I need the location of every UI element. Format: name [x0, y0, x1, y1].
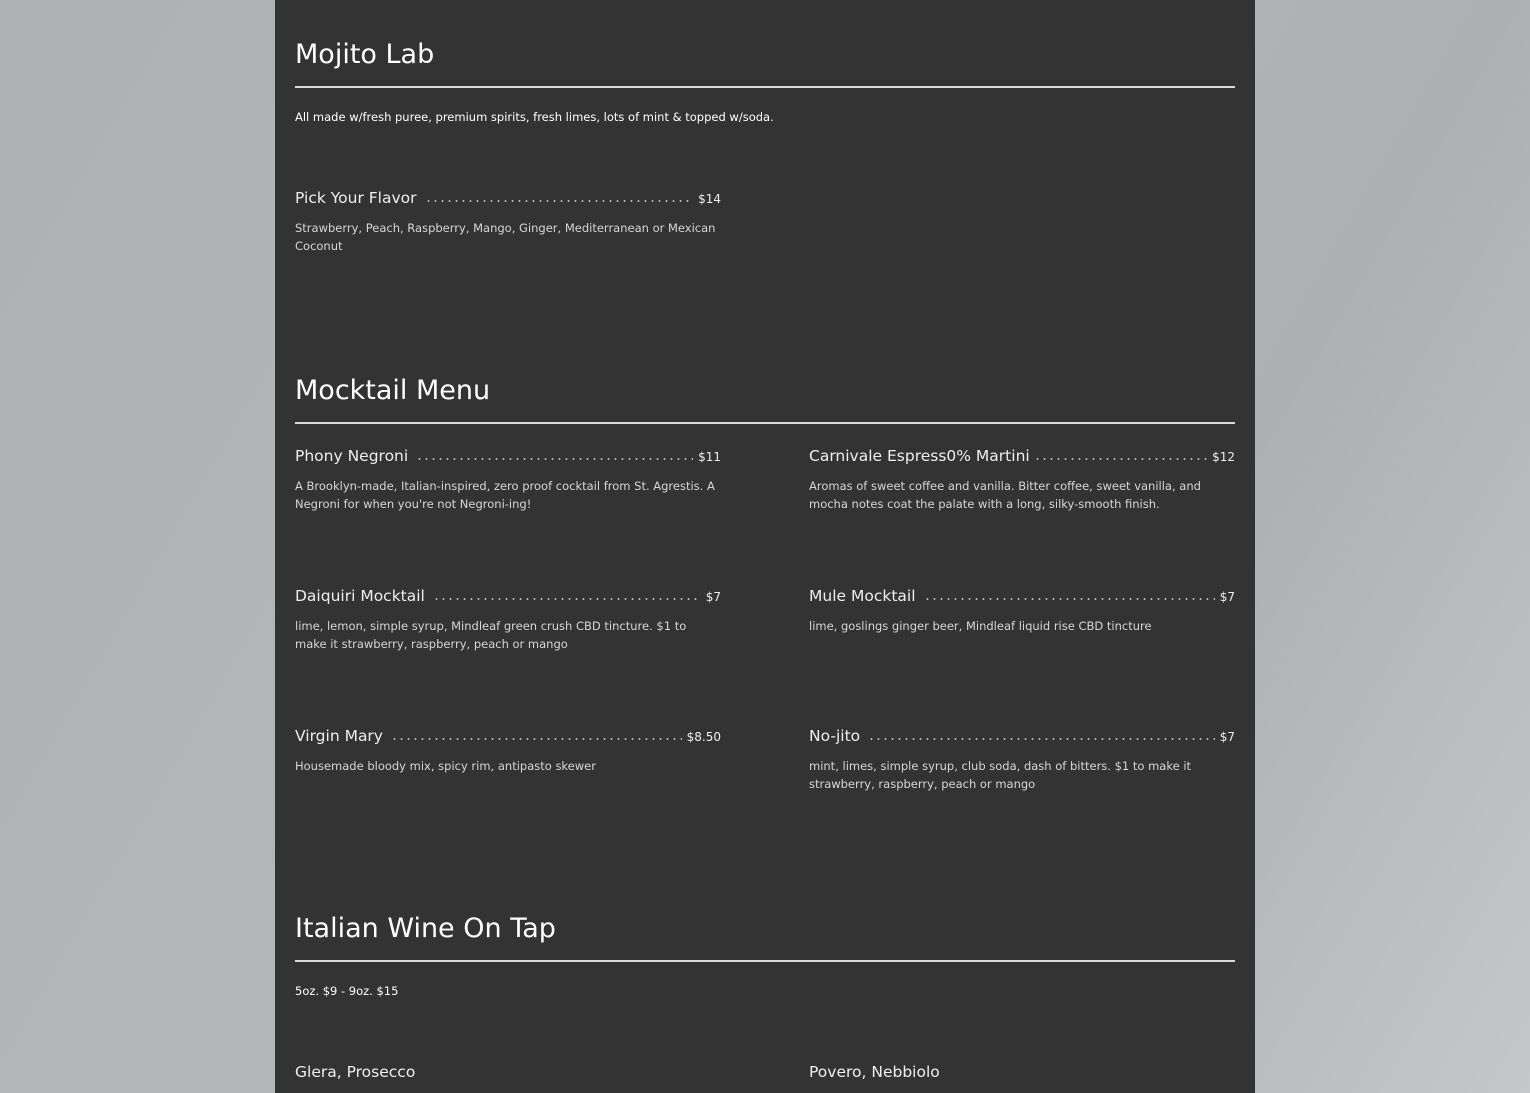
menu-item [295, 445, 721, 513]
menu-item-price: $7 [1219, 730, 1235, 744]
menu-item-name: Phony Negroni [295, 447, 409, 465]
menu-item [295, 585, 721, 653]
menu-item-name: Pick Your Flavor [295, 189, 417, 207]
menu-item-name: Povero, Nebbiolo [809, 1063, 940, 1081]
menu-item [809, 1061, 1235, 1083]
menu-item [809, 585, 1235, 635]
dot-leader [425, 200, 694, 202]
menu-panel [275, 0, 1255, 1093]
menu-item-description: Housemade bloody mix, spicy rim, antipasto skewer [295, 759, 596, 773]
menu-item-name: No-jito [809, 727, 861, 745]
menu-item-description: Aromas of sweet coffee and vanilla. Bitter coffee, sweet vanilla, and mocha notes coat the palate with a long, silky-smooth finish. [809, 479, 1201, 511]
dot-leader [1034, 458, 1207, 460]
section-divider [295, 960, 1235, 962]
menu-item-price: $7 [1219, 590, 1235, 604]
section-note: All made w/fresh puree, premium spirits, fresh limes, lots of mint & topped w/soda. [295, 110, 774, 124]
menu-item [809, 725, 1235, 793]
section-title: Italian Wine On Tap [295, 913, 556, 944]
menu-item-description: A Brooklyn-made, Italian-inspired, zero proof cocktail from St. Agrestis. A Negroni for when you're not Negroni-ing! [295, 479, 715, 511]
menu-item-name: Carnivale Espress0% Martini [809, 447, 1030, 465]
dot-leader [416, 458, 693, 460]
menu-item-description: Strawberry, Peach, Raspberry, Mango, Ginger, Mediterranean or Mexican Coconut [295, 221, 716, 253]
menu-item [295, 725, 721, 775]
dot-leader [924, 598, 1215, 600]
menu-item-name: Virgin Mary [295, 727, 383, 745]
section-divider [295, 422, 1235, 424]
dot-leader [868, 738, 1215, 740]
menu-item [295, 1061, 721, 1083]
dot-leader [391, 738, 682, 740]
menu-item-description: lime, lemon, simple syrup, Mindleaf green crush CBD tincture. $1 to make it strawberry, raspberry, peach or mango [295, 619, 687, 651]
menu-item-price: $11 [698, 450, 721, 464]
menu-item-price: $8.50 [686, 730, 721, 744]
dot-leader [433, 598, 701, 600]
menu-item-name: Daiquiri Mocktail [295, 587, 425, 605]
menu-item-price: $7 [705, 590, 721, 604]
menu-item-price: $14 [698, 192, 721, 206]
menu-item [295, 187, 721, 255]
section-divider [295, 86, 1235, 88]
menu-item-name: Glera, Prosecco [295, 1063, 416, 1081]
section-title: Mocktail Menu [295, 375, 491, 406]
section-title: Mojito Lab [295, 39, 435, 70]
section-note: 5oz. $9 - 9oz. $15 [295, 984, 399, 998]
menu-item [809, 445, 1235, 513]
menu-item-description: mint, limes, simple syrup, club soda, dash of bitters. $1 to make it strawberry, raspberry, peach or mango [809, 759, 1192, 791]
menu-item-name: Mule Mocktail [809, 587, 916, 605]
menu-item-price: $12 [1212, 450, 1235, 464]
menu-item-description: lime, goslings ginger beer, Mindleaf liquid rise CBD tincture [809, 619, 1152, 633]
